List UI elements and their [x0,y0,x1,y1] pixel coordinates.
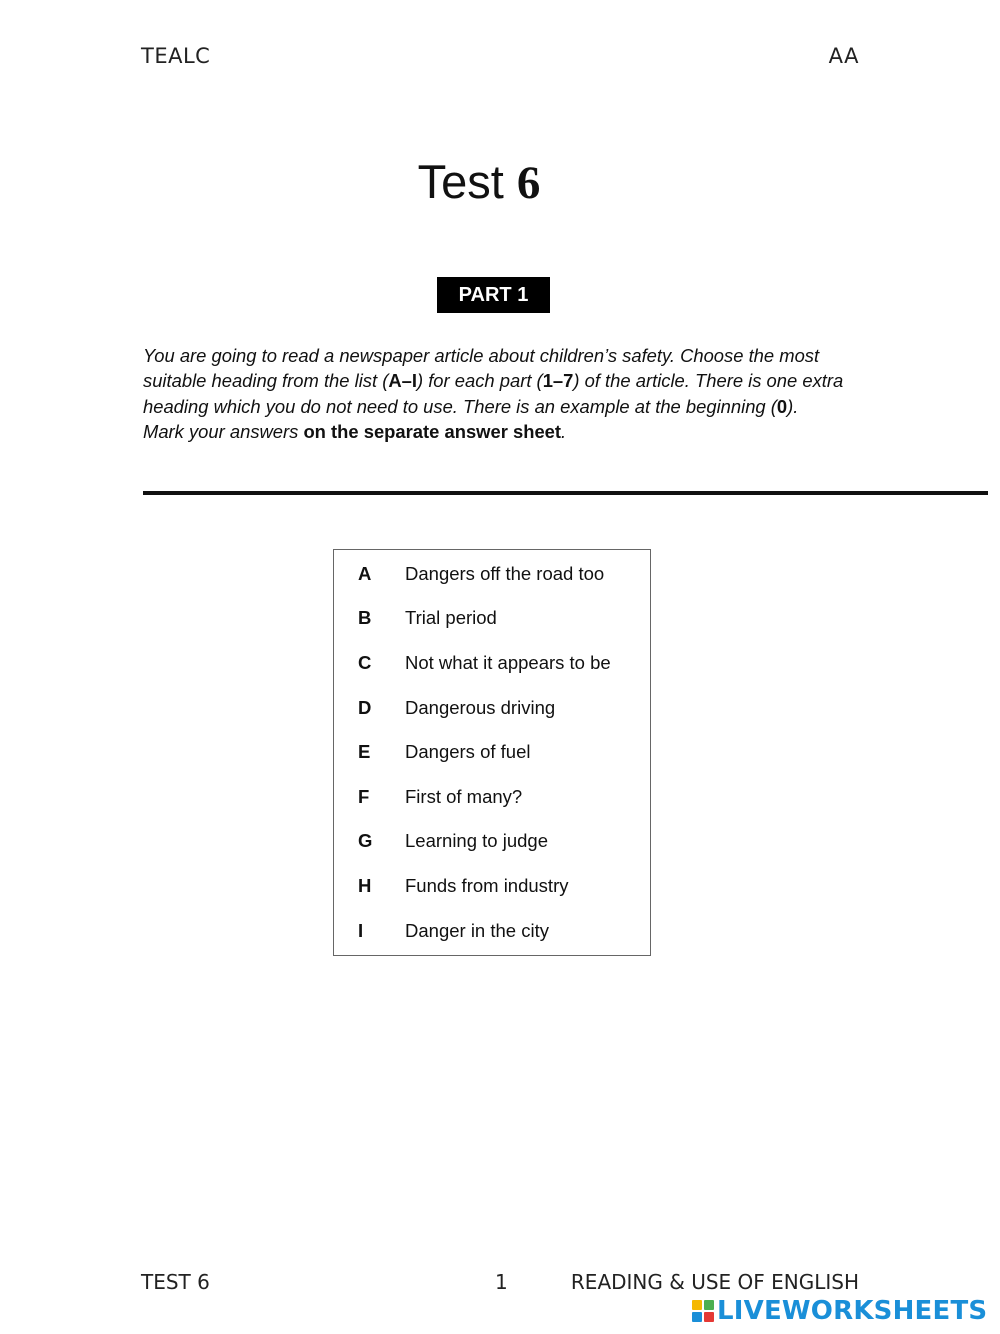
title-word: Test [417,155,504,208]
instructions-text: You are going to read a newspaper article about children’s safety. Choose the most suitable heading from the list ( [143,345,820,392]
heading-item-i [334,916,650,946]
heading-letter: I [358,920,364,941]
footer-test-label: TEST 6 [141,1270,210,1294]
heading-text: Danger in the city [405,920,549,941]
instructions-paragraph [143,343,863,419]
logo-square [692,1312,702,1322]
page-title [0,154,958,210]
part-label: PART 1 [437,277,550,313]
instructions-text: ) of the article. There is one extra heading which you do not need to use. There is an example at the beginning ( [143,370,844,417]
heading-text: Funds from industry [405,875,569,896]
heading-letter: G [358,830,373,851]
divider-rule [143,491,988,495]
heading-item-b [334,603,650,633]
header-right-text: AA [828,44,859,68]
heading-text: Trial period [405,607,497,628]
header-left-text: TEALC [141,44,211,68]
logo-square [704,1300,714,1310]
instructions-text: . [561,420,567,442]
heading-item-c [334,648,650,678]
footer-section-label: READING & USE OF ENGLISH [570,1270,859,1294]
heading-text: Learning to judge [405,830,548,851]
instructions [143,343,863,444]
instructions-answer-sheet: on the separate answer sheet [303,420,562,442]
heading-letter: E [358,741,371,762]
heading-letter: H [358,875,372,896]
instructions-answer-line [143,419,863,444]
instructions-text: Mark your answers [143,420,304,442]
heading-letter: F [358,786,370,807]
heading-text: Dangerous driving [405,697,556,718]
logo-square [704,1312,714,1322]
heading-letter: A [358,563,372,584]
heading-item-d [334,693,650,723]
heading-text: Dangers off the road too [405,563,605,584]
heading-letter: C [358,652,372,673]
instructions-example-number: 0 [776,395,788,417]
liveworksheets-logo[interactable] [692,1296,987,1326]
title-number: 6 [516,157,541,209]
heading-text: Dangers of fuel [405,741,531,762]
instructions-part-range: 1–7 [542,370,574,392]
heading-letter: B [358,607,372,628]
logo-text: LIVEWORKSHEETS [717,1296,988,1326]
heading-item-e [334,737,650,767]
logo-square [692,1300,702,1310]
footer-page-number: 1 [495,1270,508,1294]
instructions-text: ). [787,395,799,417]
heading-text: First of many? [405,786,523,807]
heading-text: Not what it appears to be [405,652,611,673]
heading-item-f [334,782,650,812]
instructions-text: ) for each part ( [416,370,543,392]
heading-item-g [334,826,650,856]
headings-list-box [333,549,651,956]
heading-item-a [334,559,650,589]
heading-item-h [334,871,650,901]
heading-letter: D [358,697,372,718]
instructions-letter-range: A–I [388,370,417,392]
logo-grid-icon [692,1300,714,1322]
